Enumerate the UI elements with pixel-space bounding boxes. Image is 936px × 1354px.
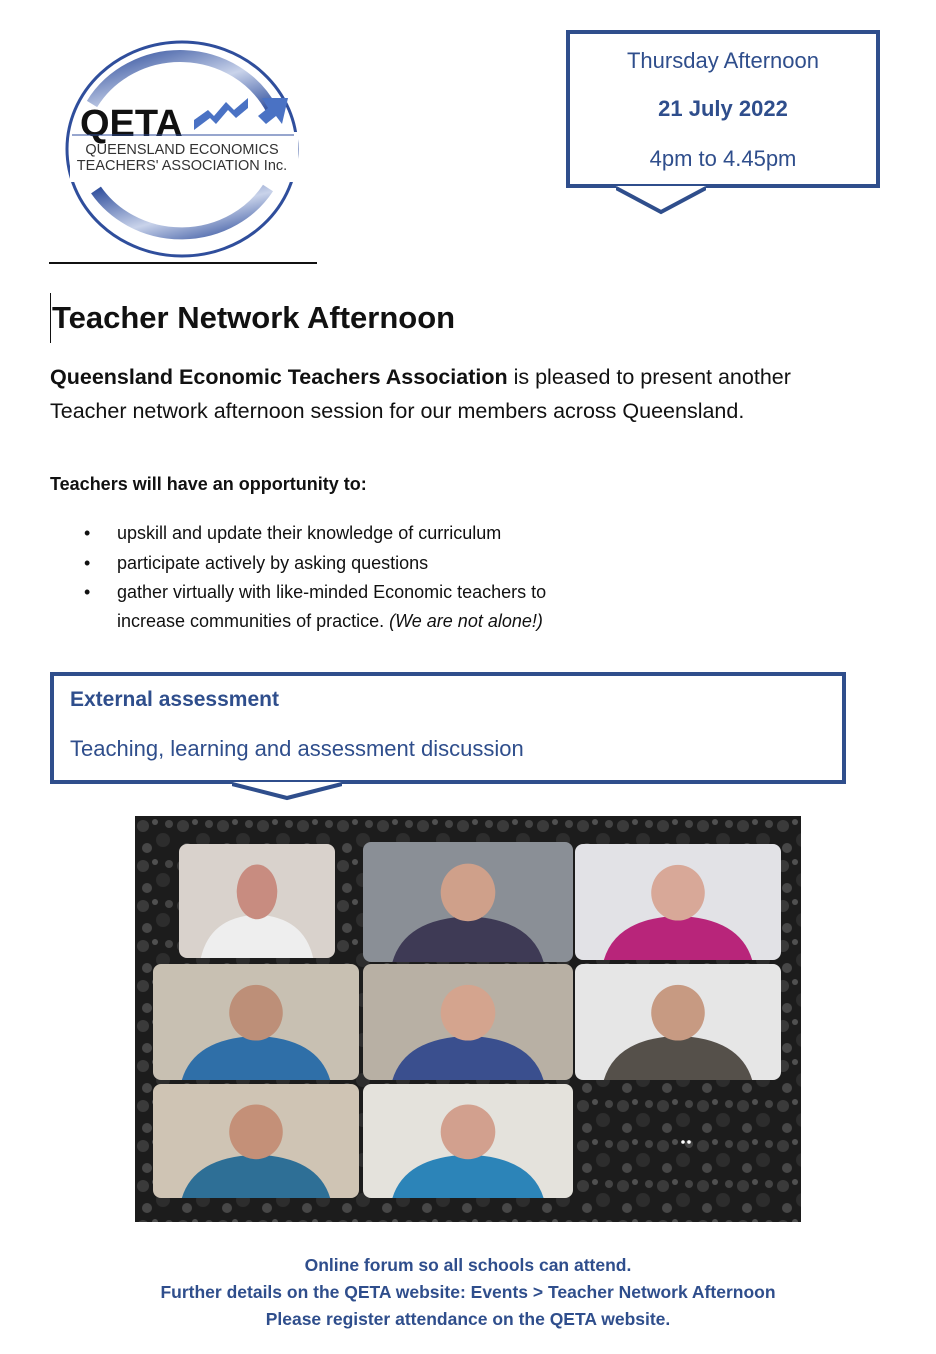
bullet-icon: • (84, 582, 91, 602)
participant-tile (363, 1084, 573, 1198)
participant-face (651, 985, 705, 1041)
event-time: 4pm to 4.45pm (649, 146, 797, 171)
bullet-icon: • (84, 523, 91, 543)
list-item (50, 548, 690, 578)
page-title: Teacher Network Afternoon (52, 300, 456, 335)
event-date: 21 July 2022 (658, 96, 788, 121)
participant-face (441, 985, 496, 1041)
footer-line-online: Online forum so all schools can attend. (304, 1255, 632, 1275)
qeta-logo-graphic (62, 38, 306, 264)
callout-pointer (616, 186, 706, 216)
participant-face (229, 985, 283, 1041)
video-call-image (135, 816, 801, 1222)
empty-slot-dot (687, 1140, 691, 1144)
participant-tile (179, 844, 335, 958)
list-item-text: upskill and update their knowledge of curriculum (117, 523, 502, 543)
list-item-text: increase communities of practice. (117, 611, 385, 631)
logo-divider (49, 262, 317, 264)
event-day: Thursday Afternoon (626, 48, 819, 73)
participant-face (237, 865, 278, 920)
participant-tile (153, 1084, 359, 1198)
event-date-callout (566, 30, 880, 188)
bullet-icon: • (84, 553, 91, 573)
focus-subtitle: Teaching, learning and assessment discussion (70, 736, 524, 761)
list-item-aside: (We are not alone!) (389, 611, 543, 631)
logo-line1: QUEENSLAND ECONOMICS (85, 142, 279, 158)
intro-paragraph (50, 360, 880, 428)
opportunities-heading: Teachers will have an opportunity to: (50, 474, 367, 494)
list-item-text: participate actively by asking questions (117, 553, 429, 573)
callout-pointer (232, 782, 342, 802)
intro-text-2: Teacher network afternoon session for our members across Queensland. (50, 399, 745, 423)
list-item-text: gather virtually with like-minded Economic teachers to (117, 582, 547, 602)
intro-text-1: is pleased to present another (507, 365, 791, 389)
participant-tile (575, 964, 781, 1080)
empty-slot-dot (681, 1140, 685, 1144)
participant-tile (363, 964, 573, 1080)
org-name: Queensland Economic Teachers Association (50, 365, 508, 389)
focus-title: External assessment (70, 688, 279, 711)
participant-tile (153, 964, 359, 1080)
logo-wordmark: QETA (80, 103, 183, 145)
text-cursor (50, 293, 51, 343)
focus-callout (50, 672, 846, 784)
opportunities-list (50, 518, 690, 636)
participant-face (651, 865, 705, 921)
participant-face (441, 864, 496, 922)
footer-notes (0, 1252, 936, 1333)
participant-face (229, 1105, 283, 1160)
participant-tile (575, 844, 781, 960)
list-item (50, 518, 690, 548)
footer-line-details: Further details on the QETA website: Events > Teacher Network Afternoon (160, 1282, 776, 1302)
participant-face (441, 1105, 496, 1160)
qeta-logo (62, 38, 306, 264)
list-item (50, 578, 690, 636)
logo-line2: TEACHERS' ASSOCIATION Inc. (76, 158, 288, 174)
participant-tile (363, 842, 573, 962)
footer-line-register: Please register attendance on the QETA website. (265, 1309, 671, 1329)
